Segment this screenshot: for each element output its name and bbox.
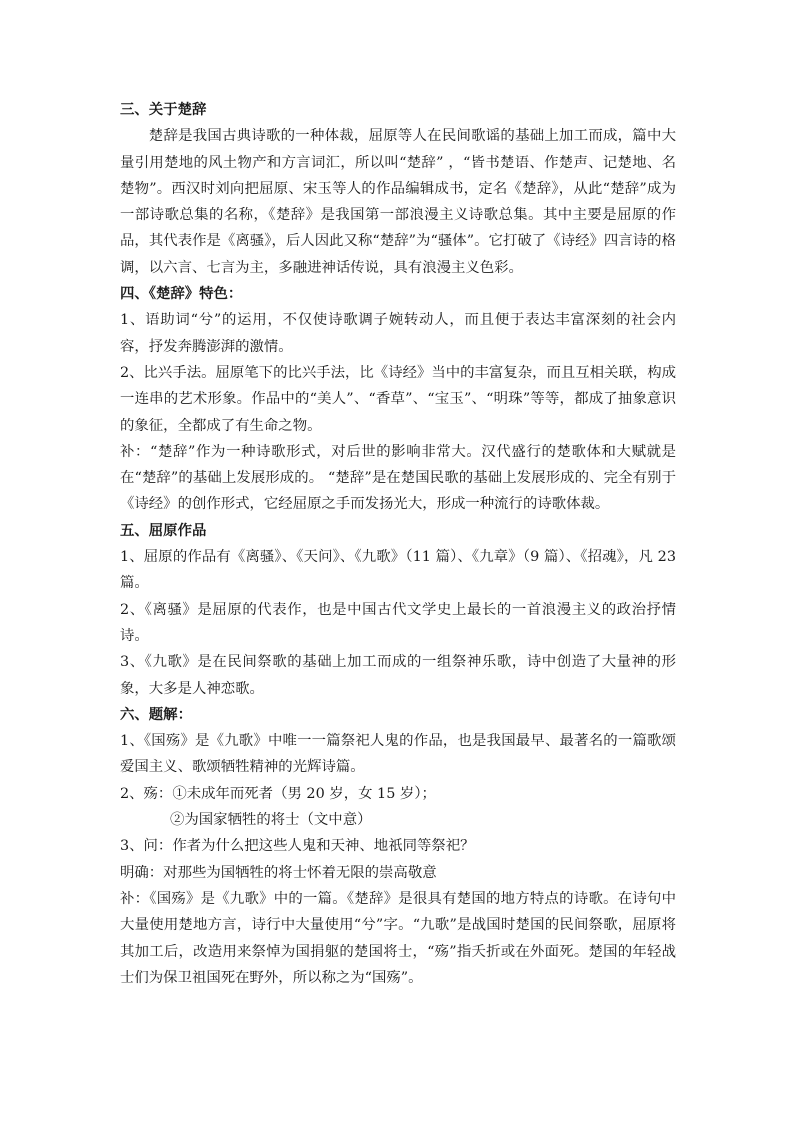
section-6-heading: 六、题解： <box>120 705 192 723</box>
section-4-heading: 四、《楚辞》特色： <box>120 285 243 303</box>
document-body <box>120 97 676 991</box>
section-5-item-2: 2、《离骚》是屈原的代表作，也是中国古代文学史上最长的一首浪漫主义的政治抒情诗。 <box>120 601 676 644</box>
section-6-supplement: 补：《国殇》是《九歌》中的一篇。《楚辞》是很具有楚国的地方特点的诗歌。在诗句中大量使用楚地方言，诗行中大量使用“兮”字。“九歌”是战国时楚国的民间祭歌，屈原将其加工后，改造用来祭悼为国捐躯的楚国将士，“殇”指夭折或在外面死。楚国的年轻战士们为保卫祖国死在野外，所以称之为“国殇”。 <box>120 890 676 986</box>
section-6-item-2-sub: ②为国家牺牲的将士（文中意） <box>170 812 372 829</box>
section-5-item-1: 1、屈原的作品有《离骚》、《天问》、《九歌》（11 篇）、《九章》（9 篇）、《招魂》，凡 23 篇。 <box>120 549 676 592</box>
section-6-item-2: 2、殇：①未成年而死者（男 20 岁，女 15 岁）； <box>120 785 436 802</box>
section-5-item-3: 3、《九歌》是在民间祭歌的基础上加工而成的一组祭神乐歌，诗中创造了大量神的形象，大多是人神恋歌。 <box>120 654 676 697</box>
section-4-item-1: 1、语助词“兮”的运用，不仅使诗歌调子婉转动人，而且便于表达丰富深刻的社会内容，抒发奔腾澎湃的激情。 <box>120 312 676 355</box>
section-6-item-3: 3、问：作者为什么把这些人鬼和天神、地祇同等祭祀？ <box>120 838 475 855</box>
section-3-paragraph: 楚辞是我国古典诗歌的一种体裁，屈原等人在民间歌谣的基础上加工而成，篇中大量引用楚地的风土物产和方言词汇，所以叫“楚辞” ，“皆书楚语、作楚声、记楚地、名楚物”。西汉时刘向把屈原、宋玉等人的作品编辑成书，定名《楚辞》，从此“楚辞”成为一部诗歌总集的名称，《楚辞》是我国第一部浪漫主义诗歌总集。其中主要是屈原的作品，其代表作是《离骚》，后人因此又称“楚辞”为“骚体”。它打破了《诗经》四言诗的格调，以六言、七言为主，多融进神话传说，具有浪漫主义色彩。 <box>120 128 676 276</box>
section-6-answer: 明确：对那些为国牺牲的将士怀着无限的崇高敬意 <box>120 864 437 881</box>
section-5-heading: 五、屈原作品 <box>120 521 207 539</box>
section-3-heading: 三、关于楚辞 <box>120 101 207 118</box>
section-4-item-2: 2、比兴手法。屈原笔下的比兴手法，比《诗经》当中的丰富复杂，而且互相关联，构成一连串的艺术形象。作品中的“美人”、“香草”、“宝玉”、“明珠”等等，都成了抽象意识的象征，全都成了有生命之物。 <box>120 364 677 434</box>
section-6-item-1: 1、《国殇》是《九歌》中唯一一篇祭祀人鬼的作品，也是我国最早、最著名的一篇歌颂爱国主义、歌颂牺牲精神的光辉诗篇。 <box>120 733 676 776</box>
section-4-supplement: 补：“楚辞”作为一种诗歌形式，对后世的影响非常大。汉代盛行的楚歌体和大赋就是在“楚辞”的基础上发展形成的。 “楚辞”是在楚国民歌的基础上发展形成的、完全有别于《诗经》的创作形式，它经屈原之手而发扬光大，形成一种流行的诗歌体裁。 <box>120 443 676 513</box>
